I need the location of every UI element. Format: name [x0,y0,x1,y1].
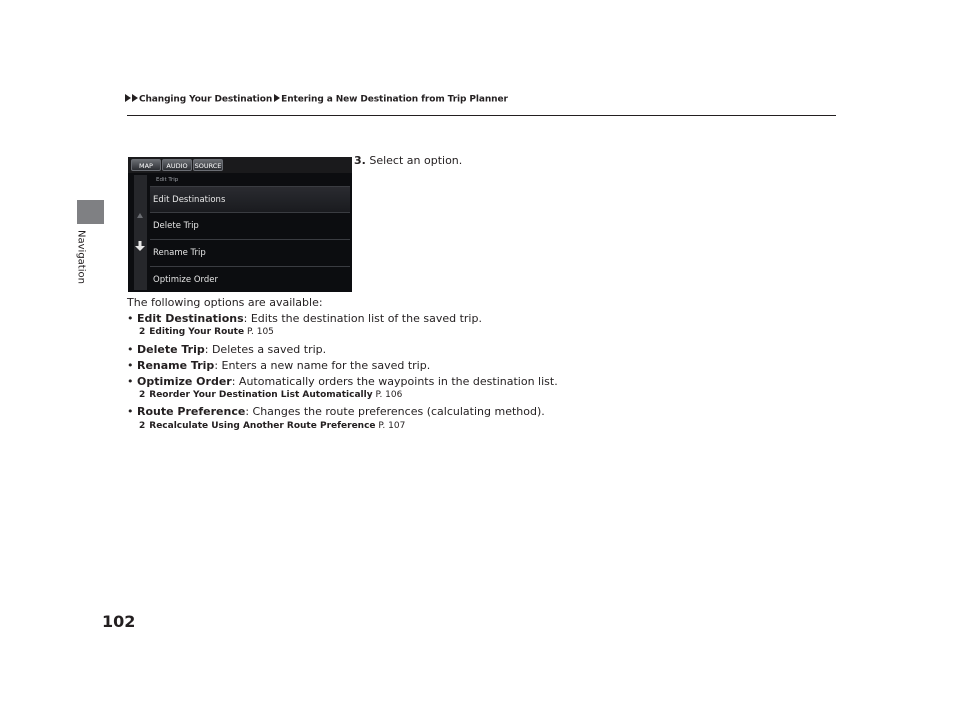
navigation-screen-image [128,157,352,292]
step-instruction [354,154,462,167]
scroll-up-icon [137,213,143,218]
reference-page[interactable]: P. 105 [246,327,274,337]
audio-button: AUDIO [162,159,192,171]
reference-arrow-icon: 2 [139,421,146,431]
option-desc: : Deletes a saved trip. [204,343,327,356]
breadcrumb-arrow-icon [125,94,131,102]
option-desc: : Changes the route preferences (calculating method). [245,405,545,418]
option-term: Delete Trip [137,343,205,356]
option-term: Edit Destinations [137,312,244,325]
step-number: 3. [354,154,366,167]
screen-left-rail [134,175,147,290]
cross-reference[interactable] [139,421,405,431]
section-label-text: Navigation [75,230,87,284]
reference-title[interactable]: Recalculate Using Another Route Preference [149,421,376,431]
option-term: Optimize Order [137,375,232,388]
screen-top-bar [128,157,352,173]
option-item [127,359,430,372]
bullet-icon: • [127,343,134,356]
option-item [127,343,326,356]
breadcrumb [125,94,508,105]
reference-arrow-icon: 2 [139,390,146,400]
option-desc: : Automatically orders the waypoints in the destination list. [231,375,558,388]
bullet-icon: • [127,312,134,325]
bullet-icon: • [127,375,134,388]
option-item [127,375,558,388]
reference-title[interactable]: Editing Your Route [149,327,245,337]
option-desc: : Enters a new name for the saved trip. [214,359,431,372]
cross-reference[interactable] [139,327,274,337]
source-button: SOURCE [193,159,223,171]
header-rule [127,115,836,116]
breadcrumb-arrow-icon [132,94,138,102]
map-button: MAP [131,159,161,171]
reference-arrow-icon: 2 [139,327,146,337]
menu-item-edit-destinations: Edit Destinations [150,186,350,212]
scroll-down-icon [135,241,145,251]
bullet-icon: • [127,359,134,372]
option-item [127,405,545,418]
breadcrumb-item-2[interactable]: Entering a New Destination from Trip Planner [281,94,508,105]
intro-text: The following options are available: [127,296,323,309]
section-label [74,227,88,287]
reference-page[interactable]: P. 107 [378,421,406,431]
option-desc: : Edits the destination list of the saved trip. [243,312,482,325]
breadcrumb-arrow-icon [274,94,280,102]
reference-page[interactable]: P. 106 [375,390,403,400]
menu-item-delete-trip: Delete Trip [150,212,350,238]
menu-item-optimize-order: Optimize Order [150,266,350,292]
breadcrumb-item-1[interactable]: Changing Your Destination [139,94,273,105]
cross-reference[interactable] [139,390,402,400]
option-item [127,312,482,325]
option-term: Route Preference [137,405,246,418]
bullet-icon: • [127,405,134,418]
option-term: Rename Trip [137,359,215,372]
section-tab-marker [77,200,104,224]
menu-item-rename-trip: Rename Trip [150,239,350,265]
step-text: Select an option. [369,154,463,167]
reference-title[interactable]: Reorder Your Destination List Automatically [149,390,373,400]
screen-title: Edit Trip [156,177,179,183]
page-number: 102 [102,612,136,631]
